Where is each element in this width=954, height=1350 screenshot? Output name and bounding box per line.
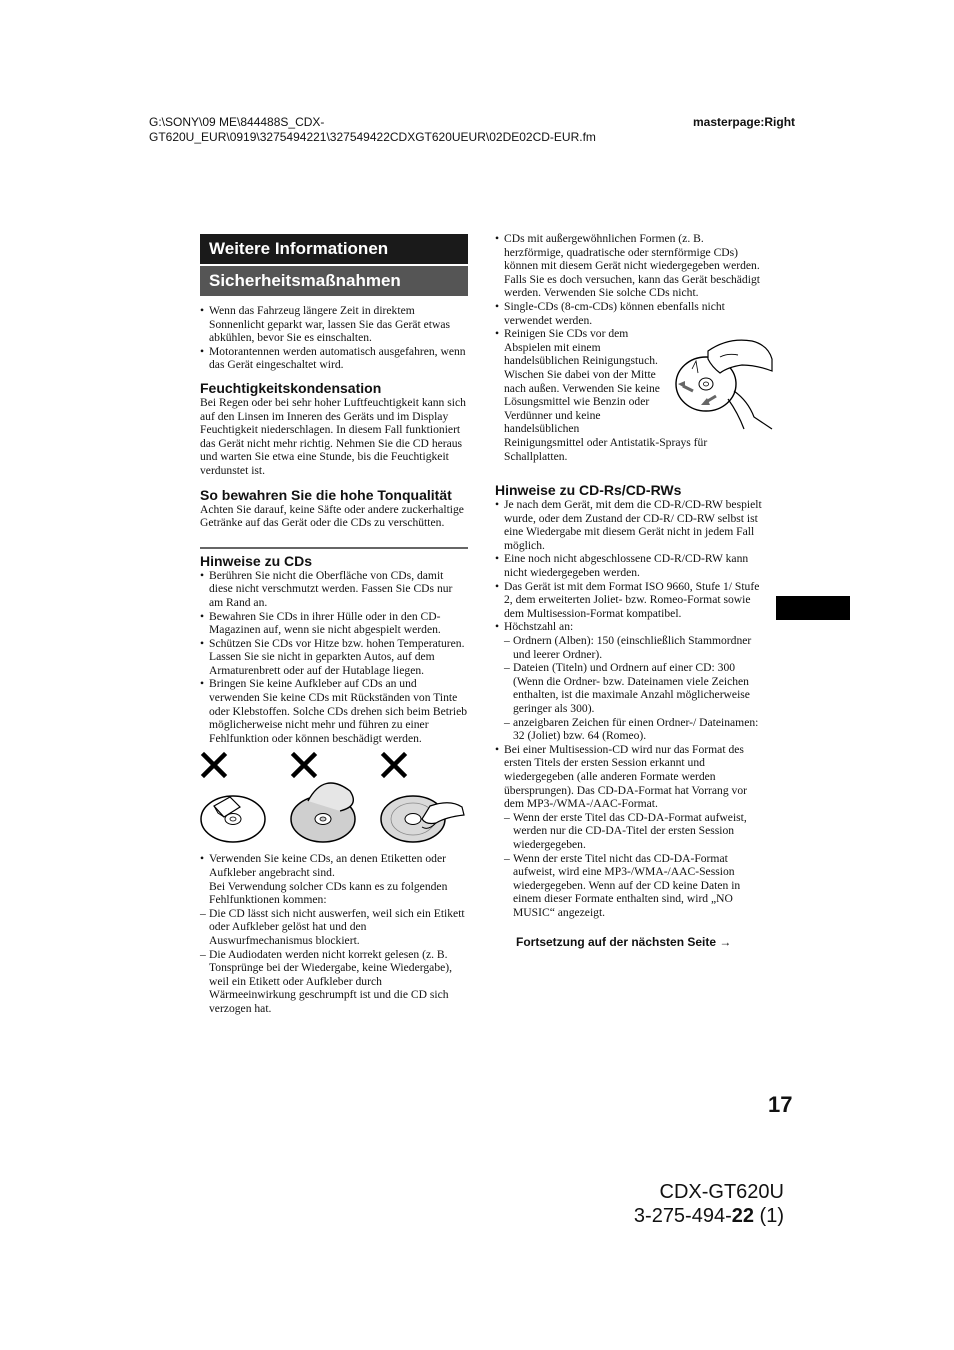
part-code-suffix: (1) xyxy=(754,1205,784,1227)
label-warning-lead: • Verwenden Sie keine CDs, an denen Etiketten oder Aufkleber angebracht sind. xyxy=(209,852,446,880)
cd-cleaning-icon xyxy=(668,329,773,431)
right-column xyxy=(495,232,763,949)
cdr-list xyxy=(495,498,763,919)
part-code-bold: 22 xyxy=(731,1205,754,1227)
list-item xyxy=(200,852,468,1015)
list-item: • Berühren Sie nicht die Oberfläche von CDs, damit diese nicht verschmutzt werden. Fassen Sie CDs nur am Rand an. xyxy=(200,569,468,610)
list-item: • CDs mit außergewöhnlichen Formen (z. B. herzförmige, quadratische oder sternförmige CDs) können mit diesem Gerät nicht wiedergegeben werden. Falls Sie es doch versuchen, kann das Gerät beschädigt werden. Verwenden Sie solche CDs nicht. xyxy=(495,232,763,300)
section-subtitle: Sicherheitsmaßnahmen xyxy=(200,266,468,296)
part-code xyxy=(634,1204,784,1228)
cdr-heading: Hinweise zu CD-Rs/CD-RWs xyxy=(495,482,682,499)
dash-item: – Die Audiodaten werden nicht korrekt gelesen (z. B. Tonsprünge bei der Wiedergabe, keine Wiedergabe), weil ein Etikett oder Aufkleber durch Wärmeeinwirkung geschrumpft ist und die CD sich verzogen hat. xyxy=(200,948,468,1016)
section-divider xyxy=(200,547,468,549)
multisession-lead: • Bei einer Multisession-CD wird nur das Format des ersten Titels der ersten Session erkannt und wiedergegeben (alle anderen Formate werden übersprungen). Das CD-DA-Format hat Vorrang vor dem MP3-/WMA-/AAC-Format. xyxy=(504,742,747,811)
prohibited-x-icon xyxy=(384,755,404,775)
sound-heading: So bewahren Sie die hohe Tonqualität xyxy=(200,486,452,503)
prohibited-x-icon xyxy=(204,755,224,775)
dash-item: – anzeigbaren Zeichen für einen Ordner-/ Dateinamen: 32 (Joliet) bzw. 64 (Romeo). xyxy=(504,716,763,743)
dash-item: – Wenn der erste Titel nicht das CD-DA-Format aufweist, wird eine MP3-/WMA-/AAC-Session wiedergegeben. Wenn auf der CD keine Daten in einem dieser Formate enthalten sind, wird „NO MUSIC“ angezeigt. xyxy=(504,852,763,920)
list-item: • Je nach dem Gerät, mit dem die CD-R/CD-RW bespielt wurde, oder dem Zustand der CD-R/ CD-RW selbst ist eine Wiedergabe mit diesem Gerät nicht in jedem Fall möglich. xyxy=(495,498,763,552)
file-path xyxy=(149,115,596,145)
cd-shape-list xyxy=(495,232,763,463)
list-item xyxy=(495,327,763,463)
cds-list xyxy=(200,569,468,746)
label-list xyxy=(200,852,468,1015)
list-item: • Schützen Sie CDs vor Hitze bzw. hohen Temperaturen. Lassen Sie sie nicht in geparkten Autos, auf dem Armaturenbrett oder auf der Hutablage liegen. xyxy=(200,637,468,678)
dash-item: – Dateien (Titeln) und Ordnern auf einer CD: 300 (Wenn die Ordner- bzw. Dateinamen viele Zeichen enthalten, ist die maximale Anzahl möglicherweise geringer als 300). xyxy=(504,661,763,715)
list-item xyxy=(495,620,763,742)
condensation-text: Bei Regen oder bei sehr hoher Luftfeuchtigkeit kann sich auf den Linsen im Inneren des Geräts und im Display Feuchtigkeit niederschlagen. In diesem Fall funktioniert das Gerät nicht mehr richtig. Nehmen Sie die CD heraus und warten Sie etwa eine Stunde, bis die Feuchtigkeit verdunstet ist. xyxy=(200,395,466,477)
cd-with-sticker-icon xyxy=(201,796,265,842)
continued-note: Fortsetzung auf der nächsten Seite → xyxy=(516,934,732,949)
touched-cd-icon xyxy=(381,796,464,842)
dash-item: – Wenn der erste Titel das CD-DA-Format aufweist, werden nur die CD-DA-Titel der ersten Session wiedergegeben. xyxy=(504,811,763,852)
sound-text: Achten Sie darauf, keine Säfte oder andere zuckerhaltige Getränke auf das Gerät oder die CDs zu verschütten. xyxy=(200,502,464,530)
part-code-prefix: 3-275-494- xyxy=(633,1205,732,1227)
prohibited-x-icon xyxy=(294,755,314,775)
intro-list xyxy=(200,304,468,372)
masterpage-label: masterpage:Right xyxy=(693,115,796,129)
section-thumb-tab xyxy=(776,596,850,620)
left-column xyxy=(200,234,468,1016)
list-item: • Wenn das Fahrzeug längere Zeit in direktem Sonnenlicht geparkt war, lassen Sie das Gerät etwas abkühlen, bevor Sie es einschalten. xyxy=(200,304,468,345)
list-item: • Das Gerät ist mit dem Format ISO 9660, Stufe 1/ Stufe 2, dem erweiterten Joliet- bzw. Romeo-Format sowie dem Multisession-Format kompatibel. xyxy=(495,580,763,621)
cleaning-text-narrow: • Reinigen Sie CDs vor dem Abspielen mit einem handelsüblichen Reinigungstuch. Wischen Sie dabei von der Mitte nach außen. Verwenden Sie keine Lösungsmittel wie Benzin oder Verdünner und keine handelsüblichen xyxy=(504,327,660,436)
list-item: • Eine noch nicht abgeschlossene CD-R/CD-RW kann nicht wiedergegeben werden. xyxy=(495,552,763,579)
list-item: • Motorantennen werden automatisch ausgefahren, wenn das Gerät eingeschaltet wird. xyxy=(200,345,468,372)
list-item: • Bewahren Sie CDs in ihrer Hülle oder in den CD-Magazinen auf, wenn sie nicht abgespielt werden. xyxy=(200,610,468,637)
dash-item: – Die CD lässt sich nicht auswerfen, weil sich ein Etikett oder Aufkleber gelöst hat und den Auswurfmechanismus blockiert. xyxy=(200,907,468,948)
max-dash-list xyxy=(504,634,763,743)
max-lead: • Höchstzahl an: xyxy=(504,620,574,634)
section-title: Weitere Informationen xyxy=(200,234,468,264)
file-path-line-1: G:\SONY\09 ME\844488S_CDX- xyxy=(149,115,325,129)
list-item xyxy=(495,743,763,920)
multisession-dash-list xyxy=(504,811,763,920)
file-path-line-2: GT620U_EUR\0919\3275494221\327549422CDXGT620UEUR\02DE02CD-EUR.fm xyxy=(149,130,596,144)
label-dash-list xyxy=(200,907,468,1016)
dash-item: – Ordnern (Alben): 150 (einschließlich Stammordner und leerer Ordner). xyxy=(504,634,763,661)
list-item: • Single-CDs (8-cm-CDs) können ebenfalls nicht verwendet werden. xyxy=(495,300,763,327)
condensation-heading: Feuchtigkeitskondensation xyxy=(200,379,382,396)
cleaning-text-wide: Reinigungsmittel oder Antistatik-Sprays für Schallplatten. xyxy=(504,435,708,463)
model-name: CDX-GT620U xyxy=(659,1181,784,1203)
cd-warning-illustrations xyxy=(200,751,468,848)
cd-illustration-svg xyxy=(200,751,468,848)
warped-cd-icon xyxy=(291,783,355,842)
model-block xyxy=(634,1180,784,1228)
list-item: • Bringen Sie keine Aufkleber auf CDs an und verwenden Sie keine CDs mit Rückständen von Tinte oder Klebstoffen. Solche CDs drehen sich beim Betrieb möglicherweise nicht mehr und führen zu einer Fehlfunktion oder können beschädigt werden. xyxy=(200,677,468,745)
cds-heading: Hinweise zu CDs xyxy=(200,552,313,569)
label-warning-follow: Bei Verwendung solcher CDs kann es zu folgenden Fehlfunktionen kommen: xyxy=(209,879,448,907)
page-number: 17 xyxy=(768,1092,793,1117)
